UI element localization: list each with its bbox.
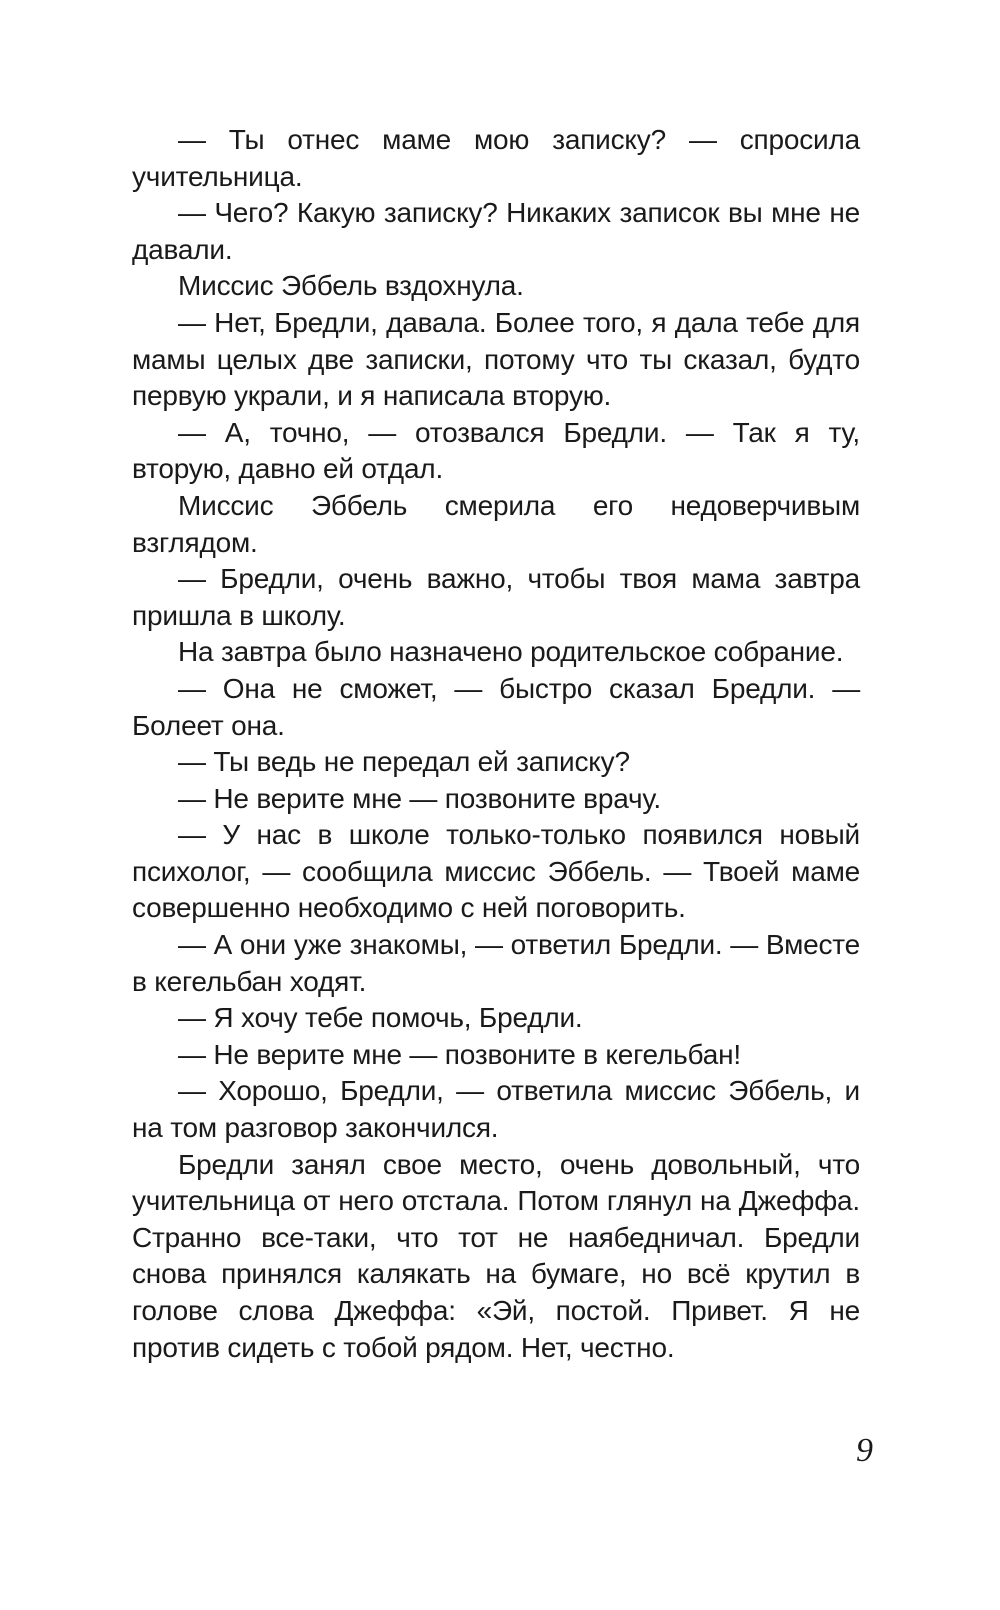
paragraph: — Не верите мне — позвоните в кегельбан! bbox=[178, 1038, 741, 1070]
paragraph: — У нас в школе только-только появился новый психолог, — сообщила миссис Эббель. — Твоей маме совершенно необходимо с ней поговорить. bbox=[132, 819, 860, 924]
paragraph: — Нет, Бредли, давала. Более того, я дала тебе для мамы целых две записки, потому что ты сказал, будто первую украли, и я написала вторую. bbox=[132, 306, 860, 412]
body-text bbox=[132, 122, 860, 1366]
paragraph: — А они уже знакомы, — ответил Бредли. — Вместе в кегельбан ходят. bbox=[132, 929, 860, 997]
paragraph: — Я хочу тебе помочь, Бредли. bbox=[178, 1002, 583, 1034]
page-number: 9 bbox=[856, 1432, 873, 1469]
paragraph: — Бредли, очень важно, чтобы твоя мама завтра пришла в школу. bbox=[132, 563, 860, 631]
paragraph: — Не верите мне — позвоните врачу. bbox=[178, 782, 661, 814]
paragraph: — Ты ведь не передал ей записку? bbox=[178, 746, 630, 778]
paragraph: — Она не сможет, — быстро сказал Бредли. — Болеет она. bbox=[132, 672, 860, 741]
paragraph: — А, точно, — отозвался Бредли. — Так я ту, вторую, давно ей отдал. bbox=[132, 416, 860, 485]
paragraph: — Чего? Какую записку? Никаких записок вы мне не давали. bbox=[132, 197, 860, 265]
paragraph: На завтра было назначено родительское собрание. bbox=[178, 636, 844, 668]
paragraph: — Хорошо, Бредли, — ответила миссис Эббель, и на том разговор закончился. bbox=[132, 1075, 860, 1144]
paragraph: Миссис Эббель смерила его недоверчивым взглядом. bbox=[132, 489, 860, 558]
paragraph: Бредли занял свое место, очень довольный, что учительница от него отстала. Потом глянул на Джеффа. Странно все-таки, что тот не наябедничал. Бредли снова принялся калякать на бумаге, но всё крутил в голове слова Джеффа: «Эй, постой. Привет. Я не против сидеть с тобой рядом. Нет, честно. bbox=[132, 1148, 860, 1363]
paragraph: Миссис Эббель вздохнула. bbox=[178, 270, 524, 302]
paragraph: — Ты отнес маме мою записку? — спросила учительница. bbox=[132, 124, 860, 192]
